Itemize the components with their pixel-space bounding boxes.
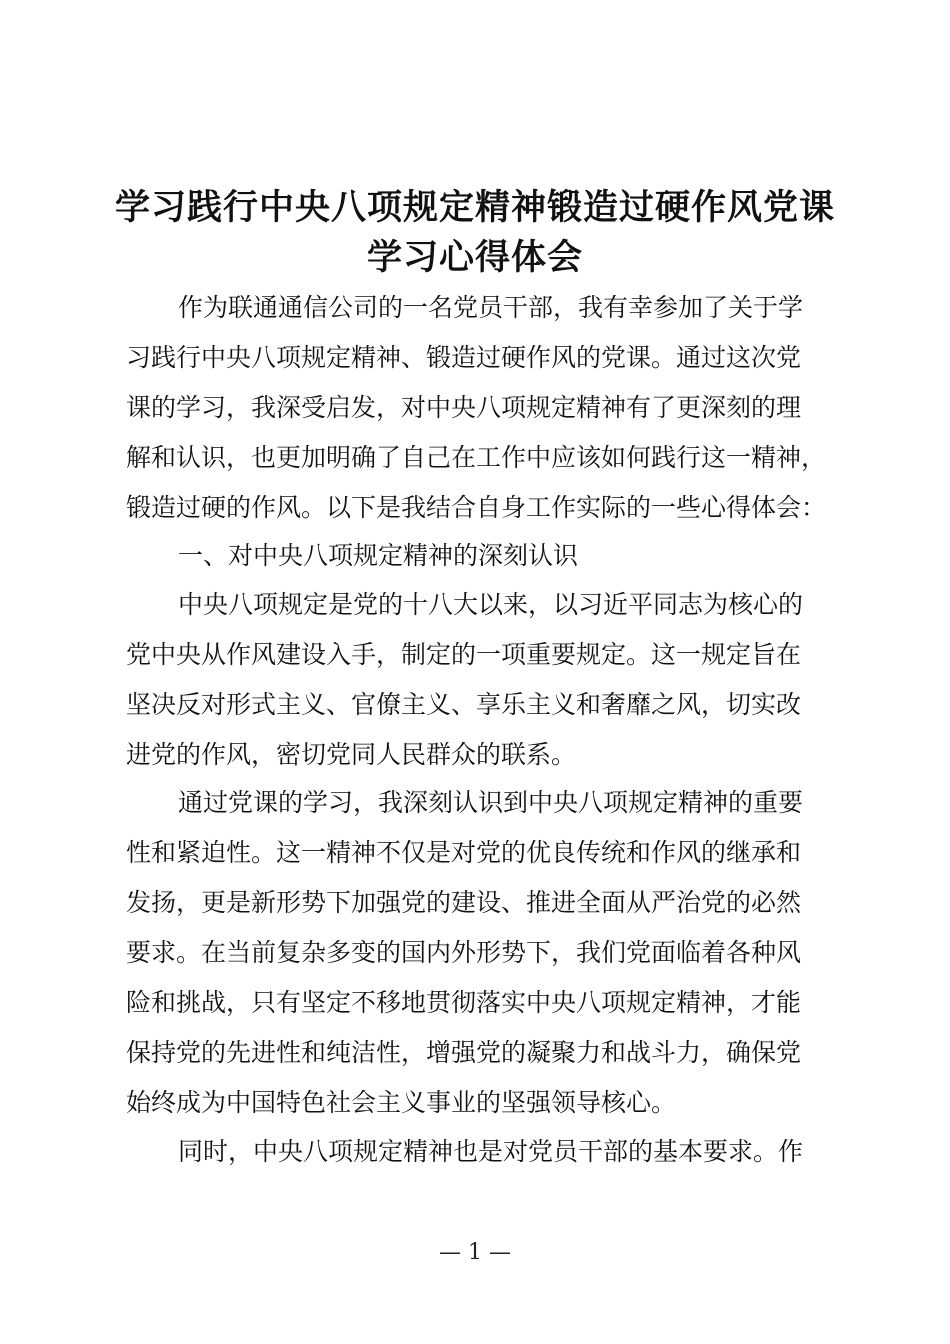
paragraph-intro xyxy=(126,283,831,533)
document-title-line-1: 学习践行中央八项规定精神锻造过硬作风党课 xyxy=(114,188,835,228)
text-line: 险和挑战，只有坚定不移地贯彻落实中央八项规定精神，才能 xyxy=(126,988,802,1017)
document-title-line-2: 学习心得体会 xyxy=(366,238,583,278)
paragraph-requirements xyxy=(126,1127,831,1177)
text-line: 坚决反对形式主义、官僚主义、享乐主义和奢靡之风，切实改 xyxy=(126,690,802,719)
text-line: 党中央从作风建设入手，制定的一项重要规定。这一规定旨在 xyxy=(126,640,802,669)
text-line: 性和紧迫性。这一精神不仅是对党的优良传统和作风的继承和 xyxy=(126,838,802,867)
text-line: 要求。在当前复杂多变的国内外形势下，我们党面临着各种风 xyxy=(126,938,802,967)
text-line: 课的学习，我深受启发，对中央八项规定精神有了更深刻的理 xyxy=(126,393,802,422)
text-line: 保持党的先进性和纯洁性，增强党的凝聚力和战斗力，确保党 xyxy=(126,1038,802,1067)
text-line: 通过党课的学习，我深刻认识到中央八项规定精神的重要 xyxy=(178,788,804,817)
text-line: 同时，中央八项规定精神也是对党员干部的基本要求。作 xyxy=(178,1137,804,1166)
text-line: 解和认识，也更加明确了自己在工作中应该如何践行这一精神， xyxy=(126,443,827,472)
text-line: 始终成为中国特色社会主义事业的坚强领导核心。 xyxy=(126,1088,677,1117)
text-line: 习践行中央八项规定精神、锻造过硬作风的党课。通过这次党 xyxy=(126,343,802,372)
text-line: 进党的作风，密切党同人民群众的联系。 xyxy=(126,740,577,769)
text-line: 发扬，更是新形势下加强党的建设、推进全面从严治党的必然 xyxy=(126,888,802,917)
text-line: 一、对中央八项规定精神的深刻认识 xyxy=(178,541,579,570)
paragraph-definition xyxy=(126,580,831,780)
text-line: 锻造过硬的作风。以下是我结合自身工作实际的一些心得体会： xyxy=(126,493,827,522)
text-line: 中央八项规定是党的十八大以来，以习近平同志为核心的 xyxy=(178,590,804,619)
text-line: 作为联通通信公司的一名党员干部，我有幸参加了关于学 xyxy=(178,293,804,322)
paragraph-importance xyxy=(126,778,831,1128)
page-number: — 1 — xyxy=(439,1240,511,1265)
section-heading-1 xyxy=(126,531,831,581)
